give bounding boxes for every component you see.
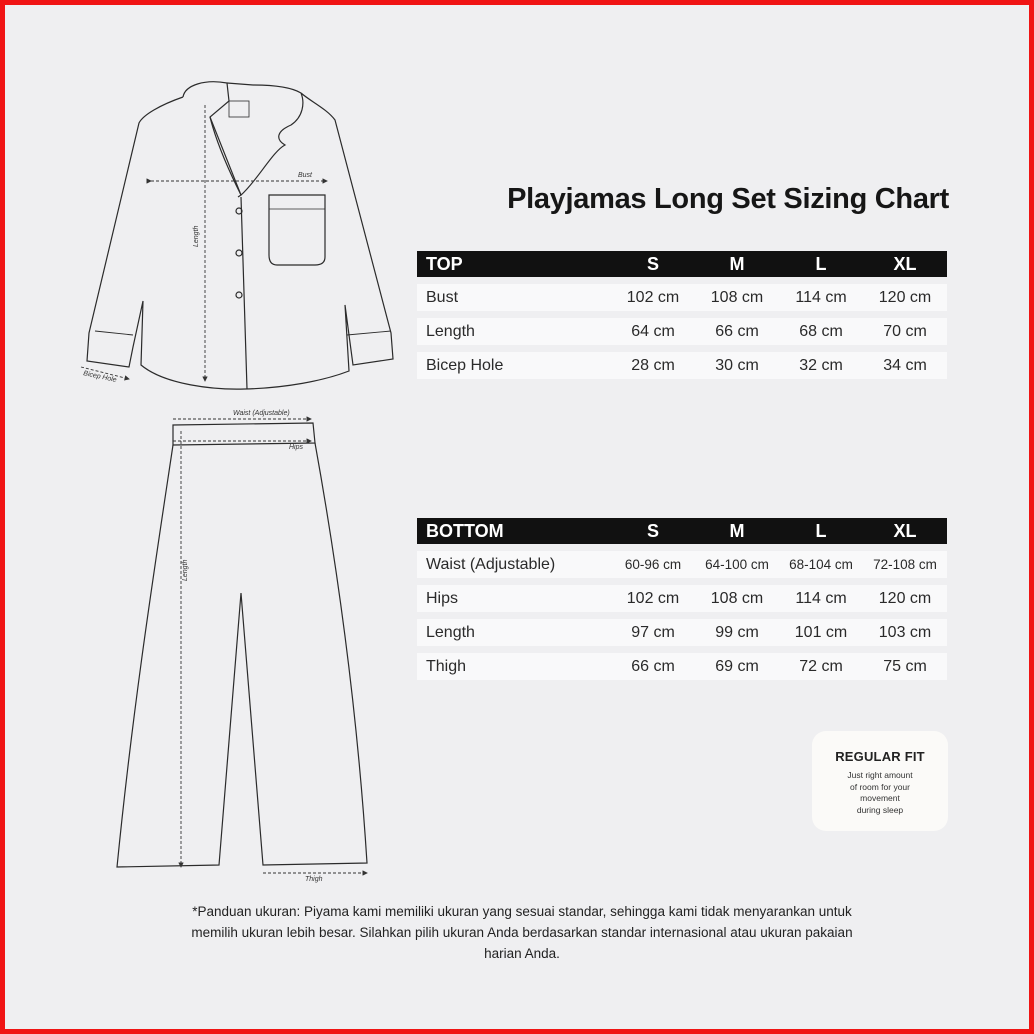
table-cell: 97 cm bbox=[631, 623, 675, 641]
table-cell: 120 cm bbox=[878, 589, 932, 607]
table-cell: 99 cm bbox=[715, 623, 759, 641]
table-cell: 66 cm bbox=[631, 657, 675, 675]
bottom-size-table bbox=[417, 518, 947, 680]
header-cell: M bbox=[729, 253, 745, 274]
table-cell: 34 cm bbox=[883, 356, 927, 374]
table-row bbox=[417, 318, 947, 345]
table-cell: 69 cm bbox=[715, 657, 759, 675]
table-cell: 70 cm bbox=[883, 322, 927, 340]
table-cell: 102 cm bbox=[626, 589, 680, 607]
badge-title: REGULAR FIT bbox=[835, 749, 925, 764]
row-label: Bicep Hole bbox=[426, 356, 504, 374]
regular-fit-badge bbox=[812, 731, 948, 831]
table-cell: 75 cm bbox=[883, 657, 927, 675]
sizing-note: *Panduan ukuran: Piyama kami memiliki ukuran yang sesuai standar, sehingga kami tidak menyarankan untuk memilih ukuran lebih besar. Silahkan pilih ukuran Anda berdasarkan standar internasional atau ukuran pakaian harian Anda. bbox=[191, 904, 853, 961]
table-row bbox=[417, 653, 947, 680]
table-cell: 101 cm bbox=[794, 623, 848, 641]
table-cell: 103 cm bbox=[878, 623, 932, 641]
table-cell: 72-108 cm bbox=[873, 557, 937, 572]
row-label: Length bbox=[426, 623, 475, 641]
pajama-pants-drawing bbox=[117, 423, 367, 867]
pants-length-label: Length bbox=[182, 559, 189, 581]
top-length-label: Length bbox=[193, 225, 200, 247]
badge-description: Just right amount of room for your movement during sleep bbox=[847, 770, 913, 815]
bust-label: Bust bbox=[298, 172, 313, 179]
table-cell: 102 cm bbox=[626, 288, 680, 306]
table-row bbox=[417, 551, 947, 578]
shirt-measurements bbox=[81, 105, 327, 381]
table-row bbox=[417, 619, 947, 646]
table-header bbox=[417, 518, 947, 544]
table-cell: 32 cm bbox=[799, 356, 843, 374]
pajama-shirt-drawing bbox=[87, 82, 393, 389]
thigh-label: Thigh bbox=[305, 876, 323, 883]
header-cell: TOP bbox=[426, 253, 463, 274]
row-label: Bust bbox=[426, 288, 459, 306]
table-row bbox=[417, 352, 947, 379]
table-cell: 120 cm bbox=[878, 288, 932, 306]
row-label: Hips bbox=[426, 589, 459, 607]
row-label: Length bbox=[426, 322, 475, 340]
table-row bbox=[417, 284, 947, 311]
table-cell: 72 cm bbox=[799, 657, 843, 675]
header-cell: S bbox=[646, 253, 659, 274]
header-cell: XL bbox=[893, 520, 917, 541]
table-cell: 28 cm bbox=[631, 356, 675, 374]
row-label: Waist (Adjustable) bbox=[426, 555, 556, 573]
table-cell: 108 cm bbox=[710, 288, 764, 306]
header-cell: S bbox=[646, 520, 659, 541]
header-cell: M bbox=[729, 520, 745, 541]
hips-label: Hips bbox=[289, 444, 304, 451]
header-cell: XL bbox=[893, 253, 917, 274]
top-size-table bbox=[417, 251, 947, 379]
pants-measurements bbox=[173, 419, 367, 873]
waist-label: Waist (Adjustable) bbox=[233, 410, 290, 417]
table-cell: 30 cm bbox=[715, 356, 759, 374]
bicep-label: Bicep Hole bbox=[82, 370, 118, 384]
header-cell: L bbox=[815, 520, 827, 541]
header-cell: L bbox=[815, 253, 827, 274]
table-cell: 66 cm bbox=[715, 322, 759, 340]
table-cell: 114 cm bbox=[795, 589, 847, 607]
header-cell: BOTTOM bbox=[426, 520, 504, 541]
table-cell: 64 cm bbox=[631, 322, 675, 340]
table-row bbox=[417, 585, 947, 612]
table-cell: 114 cm bbox=[795, 288, 847, 306]
table-header bbox=[417, 251, 947, 277]
table-cell: 68-104 cm bbox=[789, 557, 853, 572]
page-title: Playjamas Long Set Sizing Chart bbox=[507, 183, 949, 215]
table-cell: 64-100 cm bbox=[705, 557, 769, 572]
table-cell: 60-96 cm bbox=[624, 557, 682, 572]
table-cell: 68 cm bbox=[799, 322, 843, 340]
row-label: Thigh bbox=[426, 657, 467, 675]
table-cell: 108 cm bbox=[710, 589, 764, 607]
